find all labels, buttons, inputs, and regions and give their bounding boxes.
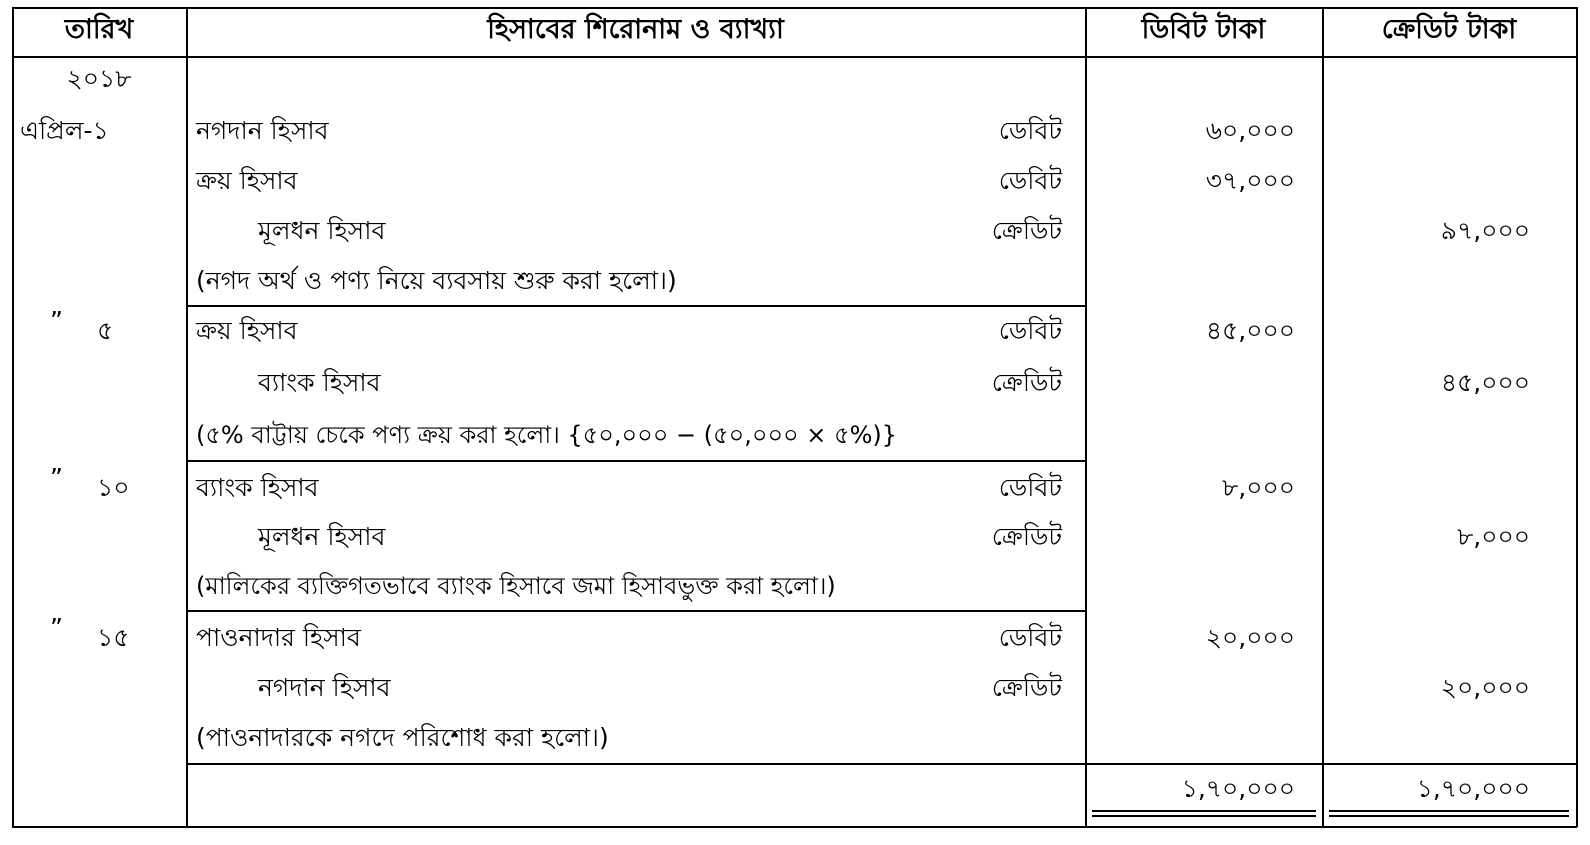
entry-date: এপ্রিল-১ xyxy=(20,116,109,145)
entry-side: ডেবিট xyxy=(998,116,1062,145)
account-name: নগদান হিসাব xyxy=(258,673,391,702)
entry-side: ক্রেডিট xyxy=(991,673,1062,702)
account-name: মূলধন হিসাব xyxy=(258,216,386,245)
column-divider-debit xyxy=(1322,7,1324,827)
column-divider-particulars xyxy=(1085,7,1087,827)
entry-date: ১৫ xyxy=(97,623,130,652)
debit-amount: ২০,০০০ xyxy=(1205,623,1295,652)
account-name: ব্যাংক হিসাব xyxy=(258,368,381,397)
narration: (৫% বাট্টায় চেকে পণ্য ক্রয় করা হলো। {৫০,০০০ − (৫০,০০০ × ৫%)} xyxy=(196,421,898,449)
credit-amount: ৪৫,০০০ xyxy=(1440,368,1530,397)
table-left-border xyxy=(12,7,14,827)
debit-amount: ৮,০০০ xyxy=(1222,473,1295,502)
credit-total: ১,৭০,০০০ xyxy=(1416,774,1530,803)
account-name: পাওনাদার হিসাব xyxy=(196,623,361,652)
entry-date: ১০ xyxy=(97,473,130,502)
narration: (মালিকের ব্যক্তিগতভাবে ব্যাংক হিসাবে জমা হিসাবভুক্ত করা হলো।) xyxy=(196,572,836,600)
narration: (নগদ অর্থ ও পণ্য নিয়ে ব্যবসায় শুরু করা হলো।) xyxy=(196,266,677,295)
ditto-mark: ” xyxy=(50,463,63,492)
entry-separator xyxy=(186,305,1086,307)
entry-side: ক্রেডিট xyxy=(991,368,1062,397)
year-label: ২০১৮ xyxy=(66,64,132,93)
debit-total-double-line xyxy=(1092,815,1316,817)
entry-side: ডেবিট xyxy=(998,623,1062,652)
entry-side: ক্রেডিট xyxy=(991,522,1062,551)
debit-amount: ৪৫,০০০ xyxy=(1205,316,1295,345)
header-particulars: হিসাবের শিরোনাম ও ব্যাখ্যা xyxy=(487,14,784,45)
column-divider-date xyxy=(186,7,188,827)
table-right-border xyxy=(1576,7,1578,827)
entry-side: ক্রেডিট xyxy=(991,216,1062,245)
entry-date: ৫ xyxy=(97,316,114,345)
total-row-separator xyxy=(186,763,1577,765)
entry-side: ডেবিট xyxy=(998,316,1062,345)
narration: (পাওনাদারকে নগদে পরিশোধ করা হলো।) xyxy=(196,723,609,752)
debit-amount: ৬০,০০০ xyxy=(1205,116,1295,145)
debit-amount: ৩৭,০০০ xyxy=(1205,166,1295,195)
entry-side: ডেবিট xyxy=(998,166,1062,195)
entry-side: ডেবিট xyxy=(998,473,1062,502)
account-name: মূলধন হিসাব xyxy=(258,522,386,551)
table-top-border xyxy=(12,7,1577,9)
account-name: ক্রয় হিসাব xyxy=(196,316,298,345)
header-bottom-border xyxy=(12,56,1577,58)
debit-total-double-line xyxy=(1092,810,1316,812)
account-name: নগদান হিসাব xyxy=(196,116,329,145)
table-bottom-border xyxy=(12,826,1577,828)
header-debit: ডিবিট টাকা xyxy=(1141,14,1266,45)
credit-amount: ২০,০০০ xyxy=(1440,673,1530,702)
ditto-mark: ” xyxy=(50,613,63,642)
entry-separator xyxy=(186,610,1086,612)
credit-amount: ৯৭,০০০ xyxy=(1440,216,1530,245)
account-name: ক্রয় হিসাব xyxy=(196,166,298,195)
header-date: তারিখ xyxy=(64,14,134,45)
credit-total-double-line xyxy=(1329,810,1569,812)
entry-separator xyxy=(186,460,1086,462)
debit-total: ১,৭০,০০০ xyxy=(1181,774,1295,803)
credit-amount: ৮,০০০ xyxy=(1457,522,1530,551)
credit-total-double-line xyxy=(1329,815,1569,817)
account-name: ব্যাংক হিসাব xyxy=(196,473,319,502)
ditto-mark: ” xyxy=(50,306,63,335)
header-credit: ক্রেডিট টাকা xyxy=(1381,14,1517,45)
